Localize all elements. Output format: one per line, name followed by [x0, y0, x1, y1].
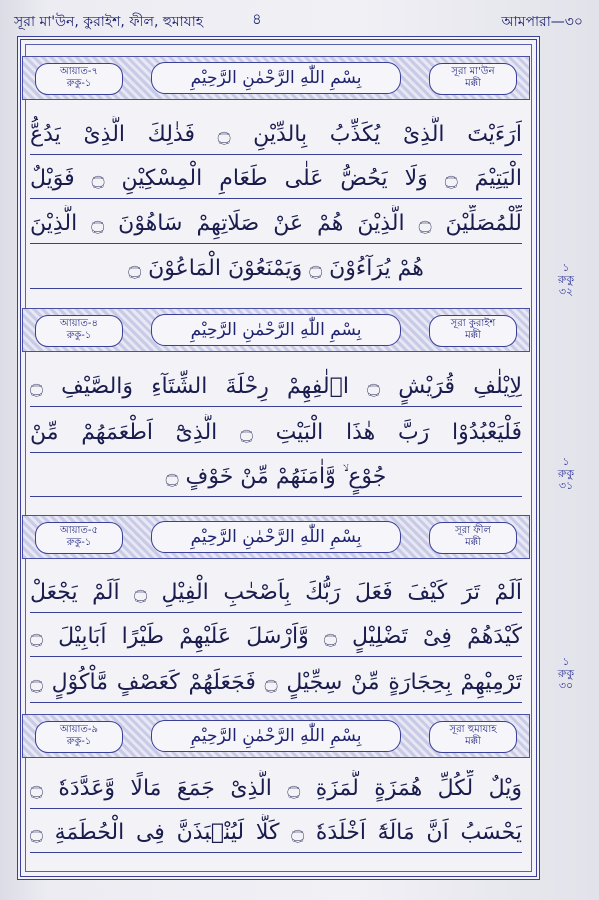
verse-line: لِّلْمُصَلِّيْنَ ۝ الَّذِيْنَ هُمْ عَنْ صَلَاتِهِمْ سَاهُوْنَ ۝ الَّذِيْنَ [30, 205, 522, 244]
verse-line: هُمْ يُرَآءُوْنَ ۝ وَيَمْنَعُوْنَ الْمَاعُوْنَ ۝ [30, 250, 522, 289]
verse-line: وَيْلٌ لِّكُلِّ هُمَزَةٍ لُّمَزَةِ ۝ الَّذِىْ جَمَعَ مَالًا وَّعَدَّدَهٗ ۝ [30, 770, 522, 809]
verse-line: تَرْمِيْهِمْ بِحِجَارَةٍ مِّنْ سِجِّيْلٍ ۝ فَجَعَلَهُمْ كَعَصْفٍ مَّاْكُوْلٍ ۝ [30, 664, 522, 703]
verse-line: كَيْدَهُمْ فِىْ تَضْلِيْلٍ ۝ وَّاَرْسَلَ عَلَيْهِمْ طَيْرًا اَبَابِيْلَ ۝ [30, 618, 522, 657]
ruku-side-note: ১ রুকু ৩২ [557, 261, 575, 298]
surah-name-box: সূরা হুমাযাহ মক্কী [429, 721, 517, 753]
surah-heading-fil [22, 515, 530, 559]
ruku-side-note: ১ রুকু ৩০ [557, 655, 575, 692]
verse-line: فَلْيَعْبُدُوْا رَبَّ هٰذَا الْبَيْتِ ۝ الَّذِىْٓ اَطْعَمَهُمْ مِّنْ [30, 414, 522, 453]
surah-heading-maun [22, 56, 530, 100]
header-surah-list: সূরা মা'উন, কুরাইশ, ফীল, হুমাযাহ [14, 14, 204, 30]
surah-name-box: সূরা মা'উন মক্কী [429, 63, 517, 95]
ayat-ruku-box: আয়াত-৯ রুকু-১ [35, 721, 123, 753]
page-header [14, 6, 589, 34]
verse-line: الْيَتِيْمَ ۝ وَلَا يَحُضُّ عَلٰى طَعَامِ الْمِسْكِيْنِ ۝ فَوَيْلٌ [30, 160, 522, 199]
verse-line: اَلَمْ تَرَ كَيْفَ فَعَلَ رَبُّكَ بِاَصْحٰبِ الْفِيْلِ ۝ اَلَمْ يَجْعَلْ [30, 574, 522, 613]
verse-line: لِاِيْلٰفِ قُرَيْشٍ ۝ اٖلٰفِهِمْ رِحْلَةَ الشِّتَآءِ وَالصَّيْفِ ۝ [30, 368, 522, 407]
ayat-ruku-box: আয়াত-৪ রুকু-১ [35, 315, 123, 347]
bismillah-box: بِسْمِ اللّٰهِ الرَّحْمٰنِ الرَّحِيْمِ [151, 521, 401, 553]
verse-line: يَحْسَبُ اَنَّ مَالَهٗٓ اَخْلَدَهٗ ۝ كَلَّا لَيُنْۢبَذَنَّ فِى الْحُطَمَةِ ۝ [30, 814, 522, 853]
ayat-ruku-box: আয়াত-৭ রুকু-১ [35, 63, 123, 95]
surah-heading-humazah [22, 714, 530, 758]
header-para: আমপারা—৩০ [501, 14, 583, 30]
bismillah-box: بِسْمِ اللّٰهِ الرَّحْمٰنِ الرَّحِيْمِ [151, 314, 401, 346]
surah-name-box: সূরা কুরাইশ মক্কী [429, 315, 517, 347]
ayat-ruku-box: আয়াত-৫ রুকু-১ [35, 522, 123, 554]
verse-line: اَرَءَيْتَ الَّذِىْ يُكَذِّبُ بِالدِّيْنِ ۝ فَذٰلِكَ الَّذِىْ يَدُعُّ [30, 116, 522, 155]
verse-line: جُوْعٍ ۙ وَّاٰمَنَهُمْ مِّنْ خَوْفٍ ۝ [30, 458, 522, 497]
bismillah-box: بِسْمِ اللّٰهِ الرَّحْمٰنِ الرَّحِيْمِ [151, 62, 401, 94]
bismillah-box: بِسْمِ اللّٰهِ الرَّحْمٰنِ الرَّحِيْمِ [151, 720, 401, 752]
surah-heading-quraish [22, 308, 530, 352]
surah-name-box: সূরা ফীল মক্কী [429, 522, 517, 554]
ruku-side-note: ১ রুকু ৩১ [557, 455, 575, 492]
page-number: ৪ [252, 10, 262, 28]
